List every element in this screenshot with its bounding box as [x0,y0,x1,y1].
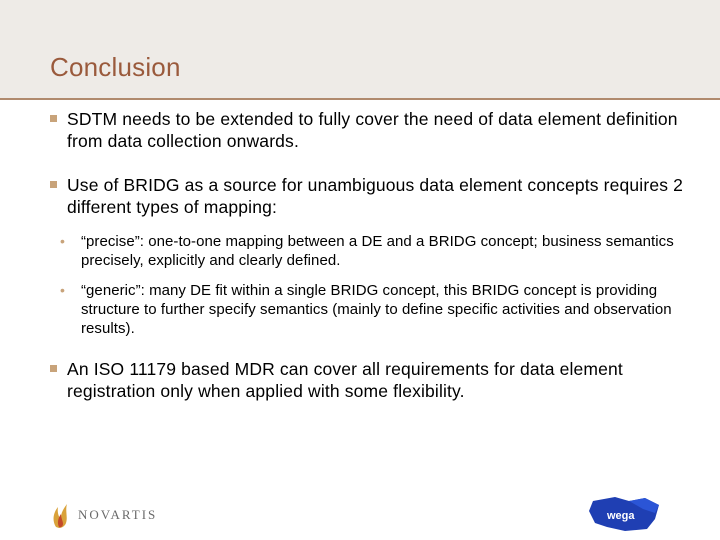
novartis-flame-icon [50,501,72,529]
novartis-logo [50,500,157,530]
title-divider [0,98,720,100]
bullet-text: SDTM needs to be extended to fully cover the need of data element definition from data collection onwards. [67,109,678,151]
sub-bullet-text: “generic”: many DE fit within a single BRIDG concept, this BRIDG concept is providing structure to further specify semantics (mainly to define specific activities and observation results). [81,282,672,337]
bullet-item [50,174,710,218]
sub-bullet-dot-icon: • [60,282,65,298]
bullet-item [50,358,710,402]
bullet-square-icon [50,115,57,122]
bullet-item [50,108,710,152]
sub-bullet-text: “precise”: one-to-one mapping between a DE and a BRIDG concept; business semantics precisely, explicitly and clearly defined. [81,233,674,269]
novartis-wordmark: NOVARTIS [78,507,158,522]
bullet-text: Use of BRIDG as a source for unambiguous data element concepts requires 2 different types of mapping: [67,175,683,217]
bullet-square-icon [50,365,57,372]
bullet-text: An ISO 11179 based MDR can cover all requirements for data element registration only when applied with some flexibility. [67,359,623,401]
title-bar [0,0,720,98]
bullet-square-icon [50,181,57,188]
slide-title: Conclusion [50,52,181,82]
sub-bullet-item [55,232,710,270]
bullet-list [50,108,710,402]
wega-wordmark: wega [607,510,635,522]
sub-bullet-item [55,281,710,338]
sub-bullet-dot-icon: • [60,233,65,249]
wega-logo [585,495,663,535]
